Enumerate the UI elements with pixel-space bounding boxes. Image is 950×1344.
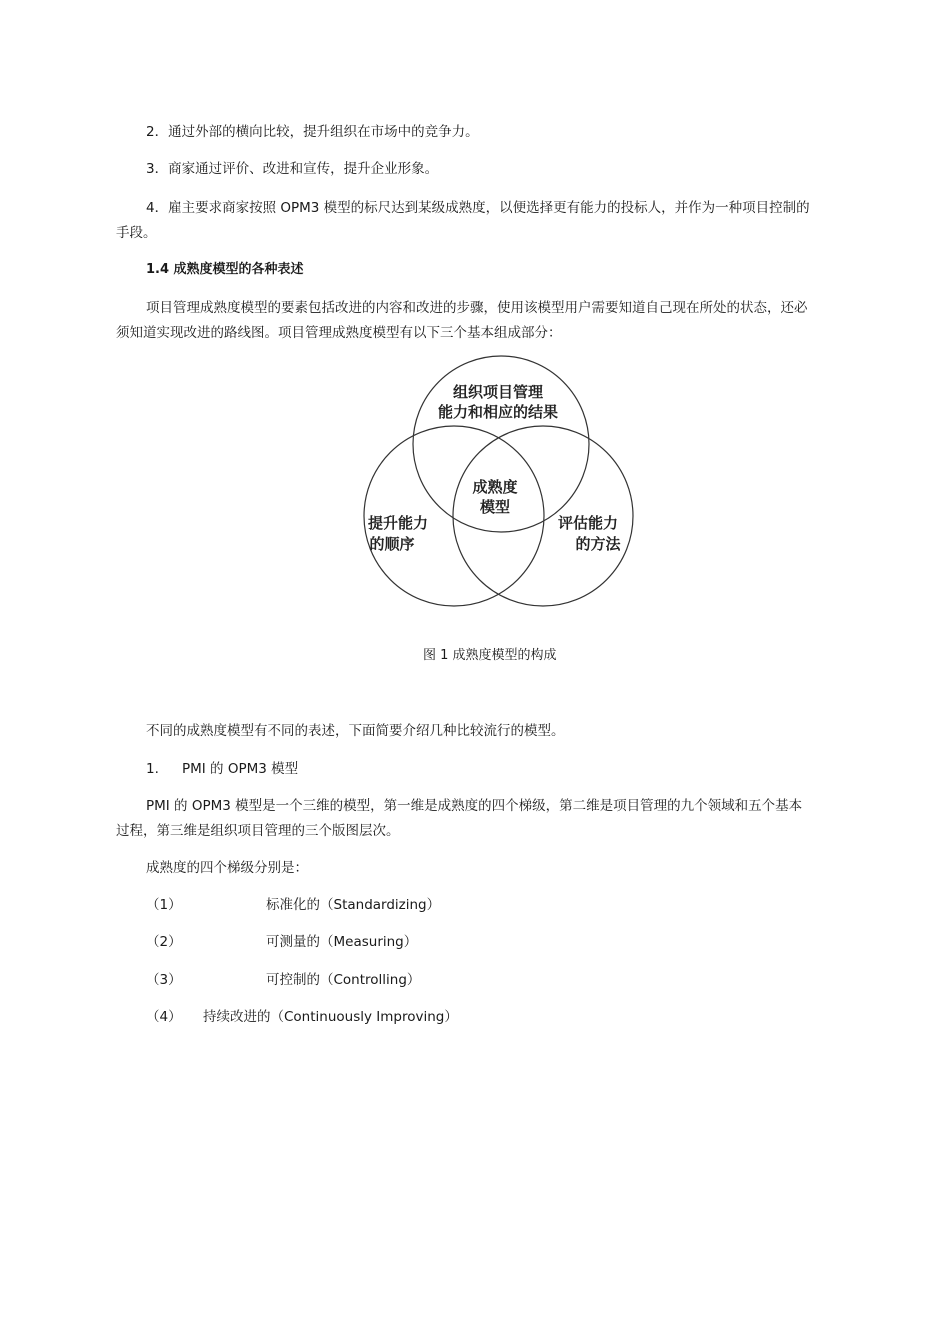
figure-caption: 图 1 成熟度模型的构成 xyxy=(423,648,557,663)
pmi-paragraph-line-1: PMI 的 OPM3 模型是一个三维的模型，第一维是成熟度的四个梯级，第二维是项目管理的九个领域和五个基本 xyxy=(146,798,803,814)
venn-diagram xyxy=(355,350,640,612)
level-text-2: 可测量的（Measuring） xyxy=(266,934,418,950)
pmi-title: PMI 的 OPM3 模型 xyxy=(182,761,299,777)
level-number-1: （1） xyxy=(146,897,182,913)
venn-label-right-line-2: 的方法 xyxy=(575,535,621,553)
intro-paragraph-line-1: 项目管理成熟度模型的要素包括改进的内容和改进的步骤，使用该模型用户需要知道自己现在所处的状态，还必 xyxy=(146,300,808,316)
venn-label-center-line-1: 成熟度 xyxy=(472,478,518,496)
level-text-3: 可控制的（Controlling） xyxy=(266,972,421,988)
level-text-4: 持续改进的（Continuously Improving） xyxy=(203,1009,458,1025)
levels-intro: 成熟度的四个梯级分别是： xyxy=(146,860,308,876)
section-heading: 1.4 成熟度模型的各种表述 xyxy=(146,262,304,277)
venn-label-left-line-2: 的顺序 xyxy=(369,535,415,553)
pmi-number: 1. xyxy=(146,761,159,777)
after-figure-paragraph: 不同的成熟度模型有不同的表述，下面简要介绍几种比较流行的模型。 xyxy=(146,723,565,739)
venn-label-center-line-2: 模型 xyxy=(479,498,511,516)
venn-label-top-line-2: 能力和相应的结果 xyxy=(437,403,559,421)
level-text-1: 标准化的（Standardizing） xyxy=(266,897,441,913)
venn-label-right-line-1: 评估能力 xyxy=(557,514,619,532)
paragraph-item-3: 3．商家通过评价、改进和宣传，提升企业形象。 xyxy=(146,161,439,177)
level-number-2: （2） xyxy=(146,934,182,950)
intro-paragraph-line-2: 须知道实现改进的路线图。项目管理成熟度模型有以下三个基本组成部分： xyxy=(116,325,562,341)
level-number-3: （3） xyxy=(146,972,182,988)
paragraph-item-4-line-1: 4．雇主要求商家按照 OPM3 模型的标尺达到某级成熟度，以便选择更有能力的投标人，并作为一种项目控制的 xyxy=(146,200,810,216)
venn-label-top-line-1: 组织项目管理 xyxy=(452,383,544,401)
paragraph-item-2: 2．通过外部的横向比较，提升组织在市场中的竞争力。 xyxy=(146,124,479,140)
level-number-4: （4） xyxy=(146,1009,182,1025)
venn-label-left-line-1: 提升能力 xyxy=(367,514,429,532)
paragraph-item-4-line-2: 手段。 xyxy=(116,225,157,241)
pmi-paragraph-line-2: 过程，第三维是组织项目管理的三个版图层次。 xyxy=(116,823,400,839)
